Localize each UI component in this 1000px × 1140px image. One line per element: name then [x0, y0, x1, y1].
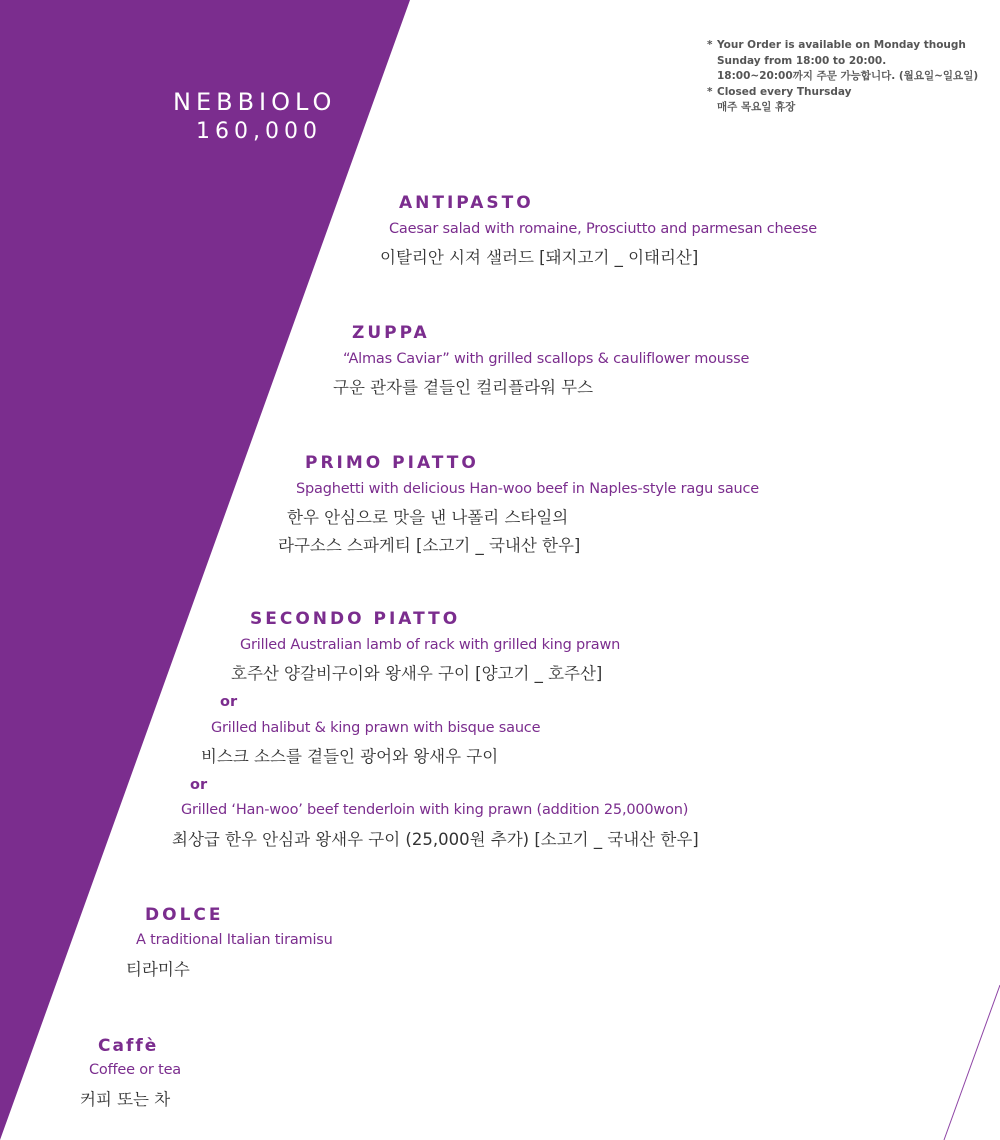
dish-korean: 비스크 소스를 곁들인 광어와 왕새우 구이: [201, 747, 499, 766]
course-title-caffe: Caffè: [98, 1036, 159, 1056]
order-notes: [707, 38, 978, 116]
dish-korean: 티라미수: [126, 960, 190, 979]
menu-price: 160,000: [196, 119, 322, 144]
dish-korean: 최상급 한우 안심과 왕새우 구이 (25,000원 추가) [소고기 _ 국내산 한우]: [172, 830, 699, 849]
dish-english: “Almas Caviar” with grilled scallops & cauliflower mousse: [343, 351, 750, 367]
menu-name: NEBBIOLO: [173, 88, 337, 116]
or-separator: or: [220, 694, 238, 710]
course-title-zuppa: ZUPPA: [352, 323, 430, 343]
dish-korean: 구운 관자를 곁들인 컬리플라워 무스: [333, 378, 594, 397]
purple-diagonal-panel: [0, 0, 410, 1140]
course-title-dolce: DOLCE: [145, 905, 224, 925]
note-line: 매주 목요일 휴장: [717, 101, 796, 113]
note-line: * Your Order is available on Monday though: [707, 39, 966, 51]
dish-korean: 라구소스 스파게티 [소고기 _ 국내산 한우]: [278, 536, 581, 555]
course-title-antipasto: ANTIPASTO: [399, 193, 534, 213]
note-line: * Closed every Thursday: [707, 85, 852, 98]
dish-english: Caesar salad with romaine, Prosciutto and parmesan cheese: [389, 221, 818, 237]
note-line: 18:00~20:00까지 주문 가능합니다. (월요일~일요일): [717, 70, 979, 82]
or-separator: or: [190, 777, 208, 793]
dish-korean: 한우 안심으로 맛을 낸 나폴리 스타일의: [287, 508, 569, 527]
dish-english: Grilled ‘Han-woo’ beef tenderloin with king prawn (addition 25,000won): [181, 802, 689, 818]
dish-english: A traditional Italian tiramisu: [136, 932, 333, 948]
course-title-secondo-piatto: SECONDO PIATTO: [250, 609, 461, 629]
dish-english: Grilled Australian lamb of rack with grilled king prawn: [240, 637, 621, 653]
note-line: Sunday from 18:00 to 20:00.: [717, 54, 887, 67]
dish-korean: 이탈리안 시져 샐러드 [돼지고기 _ 이태리산]: [380, 248, 699, 267]
dish-korean: 호주산 양갈비구이와 왕새우 구이 [양고기 _ 호주산]: [231, 664, 603, 683]
course-title-primo-piatto: PRIMO PIATTO: [305, 453, 479, 473]
accent-diagonal-line: [944, 985, 1000, 1140]
dish-korean: 커피 또는 차: [80, 1090, 171, 1109]
dish-english: Coffee or tea: [89, 1062, 181, 1078]
dish-english: Spaghetti with delicious Han-woo beef in Naples-style ragu sauce: [296, 481, 760, 497]
dish-english: Grilled halibut & king prawn with bisque sauce: [211, 720, 541, 736]
